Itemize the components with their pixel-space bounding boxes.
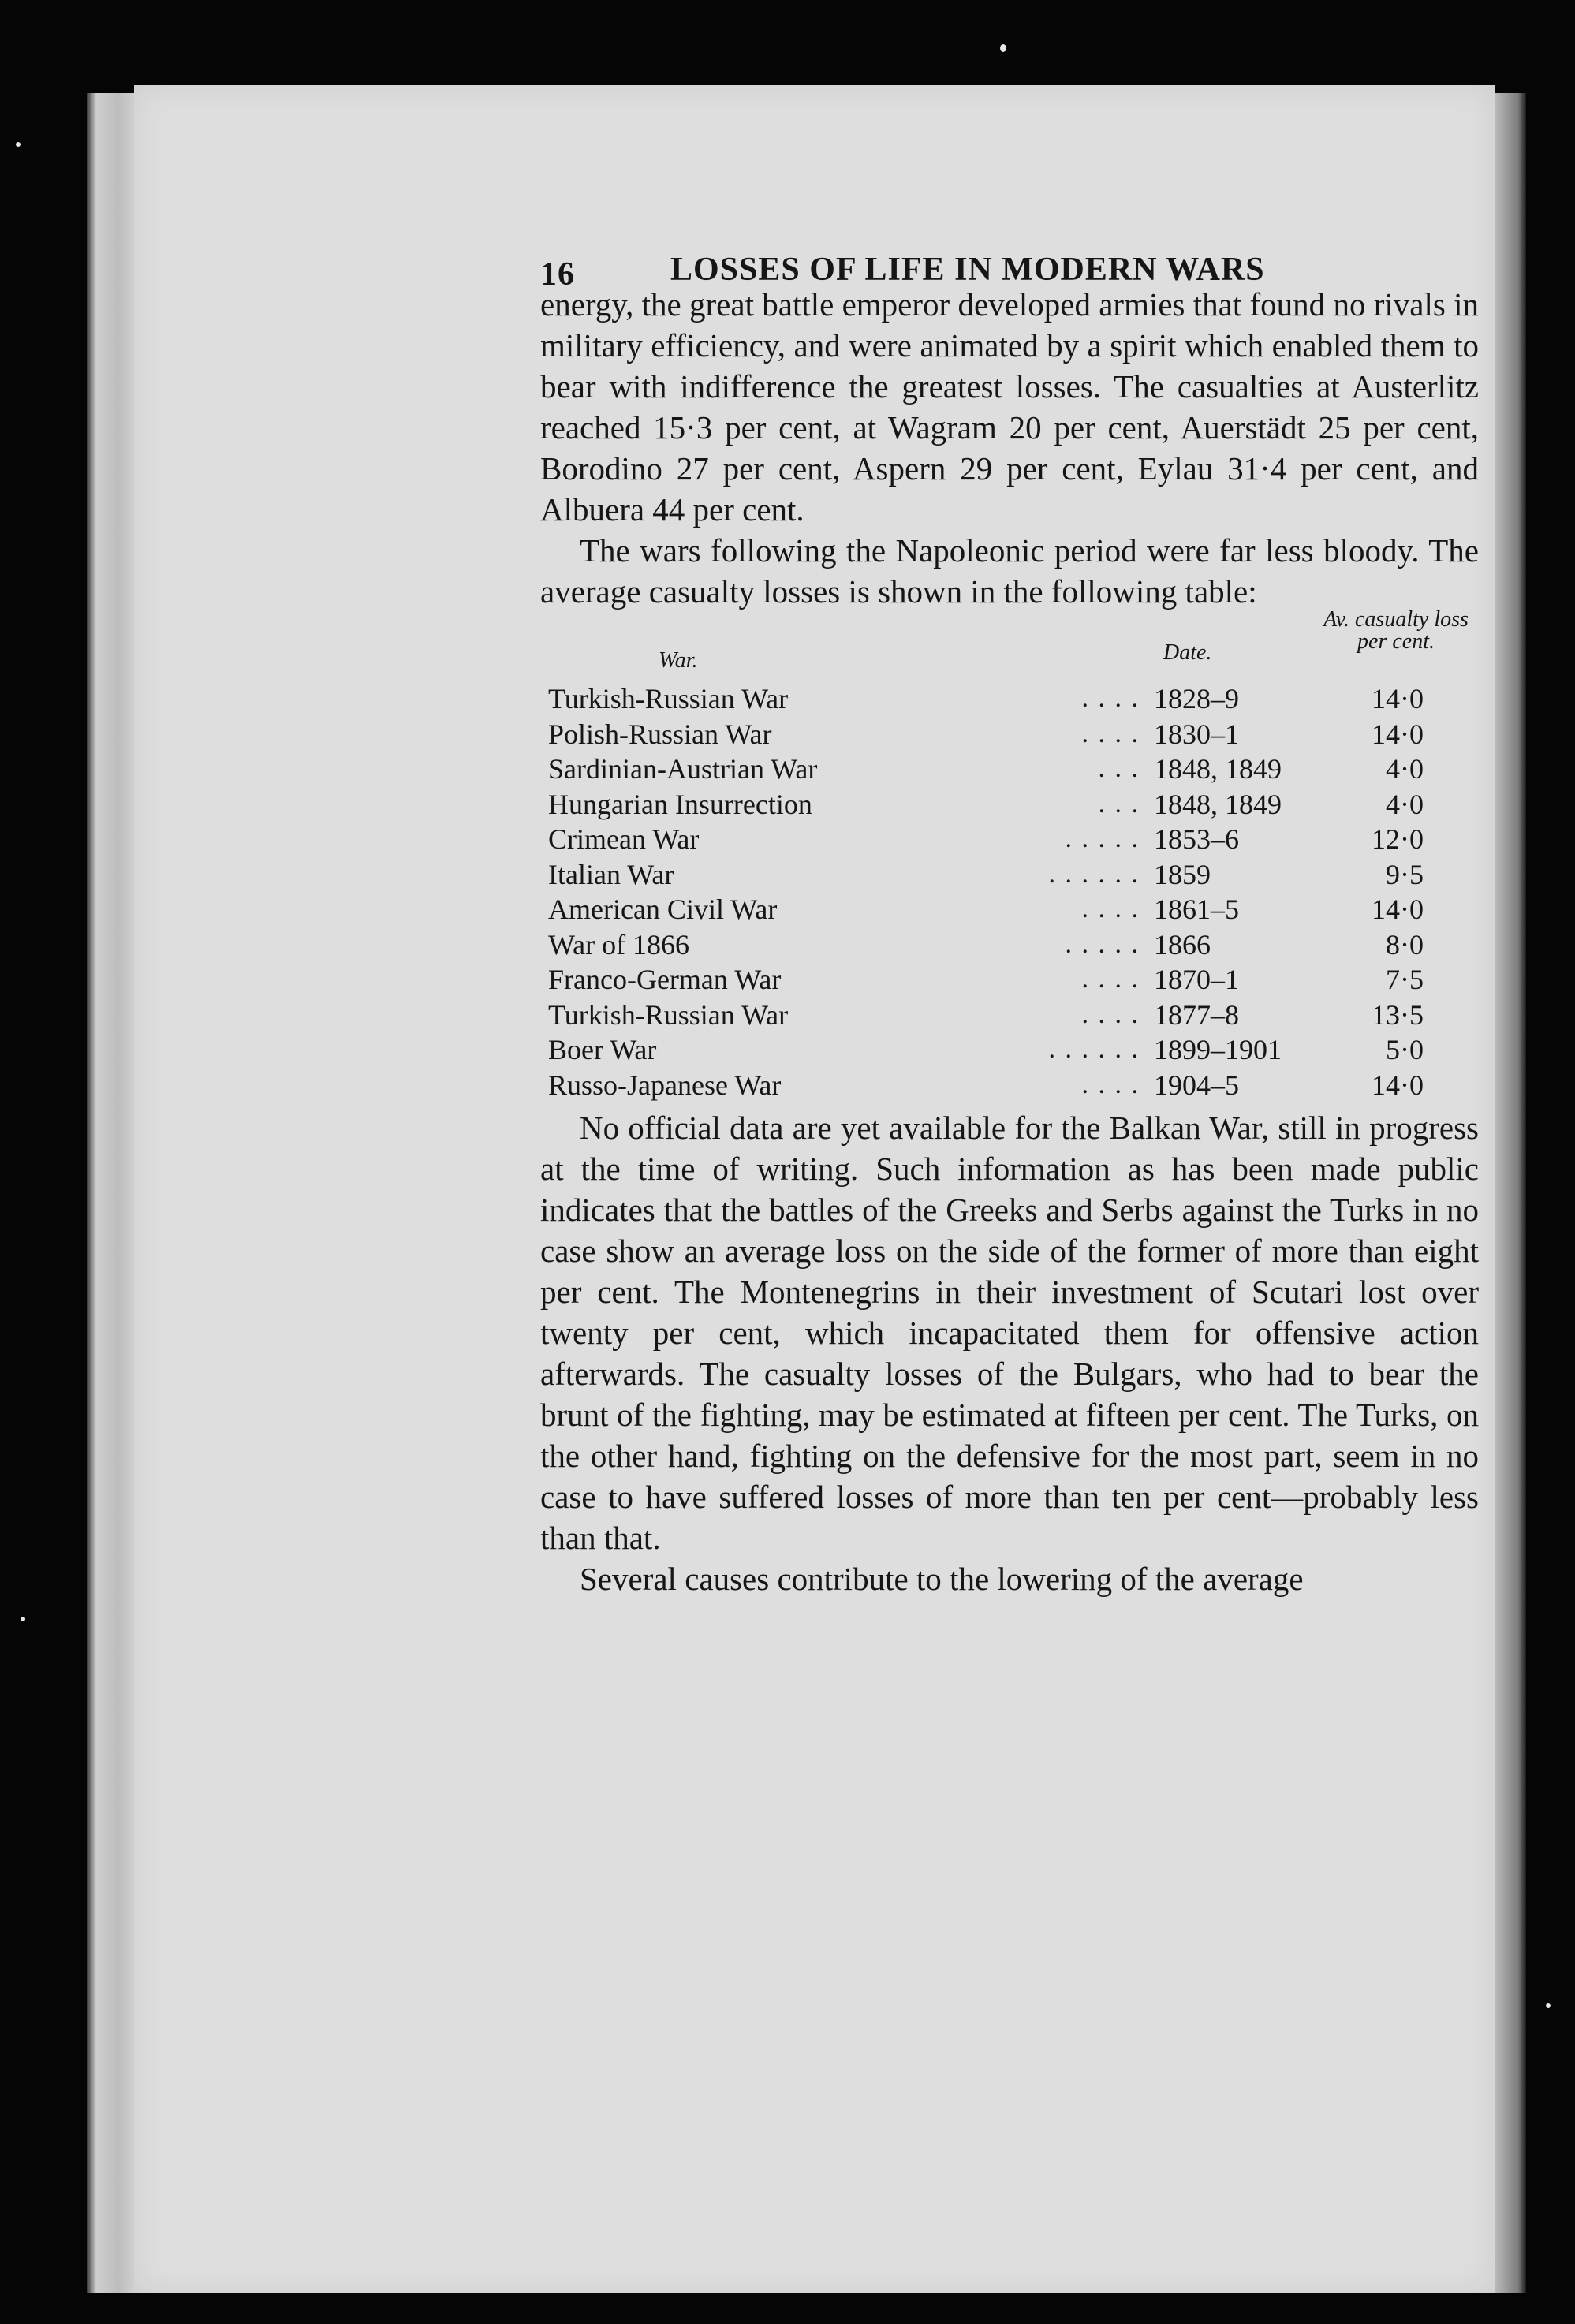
war-date: 1859 bbox=[1154, 858, 1211, 890]
war-name: American Civil War bbox=[548, 893, 778, 925]
paragraph-later-wars: The wars following the Napoleonic period were far less bloody. The average casualty losses is shown in the following table: bbox=[540, 532, 1479, 610]
dot-leader: . . . . . . bbox=[1048, 1035, 1140, 1064]
war-loss: 8·0 bbox=[1386, 928, 1424, 961]
war-date: 1904–5 bbox=[1154, 1069, 1239, 1101]
film-speck bbox=[1546, 2003, 1551, 2008]
war-date: 1853–6 bbox=[1154, 823, 1239, 855]
war-date: 1828–9 bbox=[1154, 683, 1239, 714]
film-speck bbox=[1000, 44, 1006, 52]
table-row bbox=[548, 717, 1479, 752]
column-header-date: Date. bbox=[1163, 640, 1212, 665]
war-date: 1830–1 bbox=[1154, 718, 1239, 750]
paragraph-balkan-war: No official data are yet available for the Balkan War, still in progress at the time of writing. Such information as has been made public indicates that the battles of the Greeks and Serbs against the Turks in no case show an average loss on the side of the former of more than eight per cent. The Montenegrins in their investment of Scutari lost over twenty per cent, which incapacitated them for offensive action afterwards. The casualty losses of the Bulgars, who had to bear the brunt of the fighting, may be estimated at fifteen per cent. The Turks, on the other hand, fighting on the defensive for the most part, seem in no case to have suffered losses of more than ten per cent—probably less than that. bbox=[540, 1110, 1479, 1556]
table-row bbox=[548, 1032, 1479, 1068]
war-loss: 9·5 bbox=[1386, 858, 1424, 890]
war-loss: 4·0 bbox=[1386, 788, 1424, 820]
war-date: 1866 bbox=[1154, 928, 1211, 961]
table-row bbox=[548, 927, 1479, 963]
war-loss: 7·5 bbox=[1386, 964, 1424, 995]
page-content bbox=[540, 237, 1479, 1599]
war-name: Boer War bbox=[548, 1034, 657, 1065]
war-name: War of 1866 bbox=[548, 928, 690, 961]
dot-leader: . . . . bbox=[1081, 999, 1140, 1029]
war-name: Hungarian Insurrection bbox=[548, 788, 812, 820]
war-name: Russo-Japanese War bbox=[548, 1069, 782, 1101]
film-speck bbox=[16, 142, 21, 147]
war-loss: 14·0 bbox=[1372, 683, 1424, 714]
table-row bbox=[548, 1068, 1479, 1103]
table-row bbox=[548, 752, 1479, 787]
war-loss: 5·0 bbox=[1386, 1034, 1424, 1065]
war-name: Crimean War bbox=[548, 823, 700, 855]
page-outer-edge bbox=[1495, 93, 1526, 2293]
table-row bbox=[548, 892, 1479, 927]
table-row bbox=[548, 822, 1479, 857]
table-row bbox=[548, 681, 1479, 717]
war-loss: 14·0 bbox=[1372, 718, 1424, 750]
war-name: Polish-Russian War bbox=[548, 718, 772, 750]
dot-leader: . . . . bbox=[1081, 964, 1140, 994]
running-title: LOSSES OF LIFE IN MODERN WARS bbox=[670, 252, 1265, 288]
column-header-loss-line2: per cent. bbox=[1357, 629, 1435, 654]
dot-leader: . . . bbox=[1098, 754, 1140, 783]
dot-leader: . . . . . bbox=[1065, 929, 1140, 959]
war-loss: 13·5 bbox=[1372, 998, 1424, 1031]
war-name: Italian War bbox=[548, 858, 674, 890]
paragraph-several-causes: Several causes contribute to the lowering of the average bbox=[580, 1561, 1304, 1597]
war-name: Franco-German War bbox=[548, 964, 782, 995]
table-row bbox=[548, 962, 1479, 998]
table-body bbox=[548, 681, 1479, 1102]
column-header-loss bbox=[1297, 609, 1495, 653]
war-loss: 4·0 bbox=[1386, 753, 1424, 785]
table-row bbox=[548, 998, 1479, 1033]
column-header-war: War. bbox=[659, 648, 698, 673]
dot-leader: . . . . bbox=[1081, 894, 1140, 923]
war-loss: 14·0 bbox=[1372, 1069, 1424, 1101]
war-date: 1877–8 bbox=[1154, 998, 1239, 1031]
dot-leader: . . . . . . bbox=[1048, 859, 1140, 889]
war-date: 1899–1901 bbox=[1154, 1034, 1282, 1065]
war-date: 1848, 1849 bbox=[1154, 753, 1282, 785]
dot-leader: . . . . bbox=[1081, 1069, 1140, 1099]
dot-leader: . . . bbox=[1098, 789, 1140, 819]
dot-leader: . . . . bbox=[1081, 684, 1140, 713]
war-loss: 12·0 bbox=[1372, 823, 1424, 855]
casualty-table bbox=[540, 607, 1479, 1107]
table-row bbox=[548, 787, 1479, 823]
page-number: 16 bbox=[540, 256, 575, 293]
war-name: Turkish-Russian War bbox=[548, 998, 789, 1031]
paragraph-napoleonic-losses: energy, the great battle emperor developed armies that found no rivals in military efficiency, and were animated by a spirit which enabled them to bear with indifference the greatest losses. The casualties at Austerlitz reached 15·3 per cent, at Wagram 20 per cent, Auerstädt 25 per cent, Borodino 27 per cent, Aspern 29 per cent, Eylau 31·4 per cent, and Albuera 44 per cent. bbox=[540, 286, 1479, 528]
war-date: 1870–1 bbox=[1154, 964, 1239, 995]
dot-leader: . . . . bbox=[1081, 718, 1140, 748]
dot-leader: . . . . . bbox=[1065, 824, 1140, 853]
war-name: Turkish-Russian War bbox=[548, 683, 789, 714]
war-name: Sardinian-Austrian War bbox=[548, 753, 818, 785]
column-header-loss-line1: Av. casualty loss bbox=[1323, 607, 1469, 632]
table-row bbox=[548, 857, 1479, 893]
running-head bbox=[540, 237, 1479, 293]
war-date: 1861–5 bbox=[1154, 893, 1239, 925]
film-speck bbox=[21, 1617, 25, 1621]
war-loss: 14·0 bbox=[1372, 893, 1424, 925]
war-date: 1848, 1849 bbox=[1154, 788, 1282, 820]
